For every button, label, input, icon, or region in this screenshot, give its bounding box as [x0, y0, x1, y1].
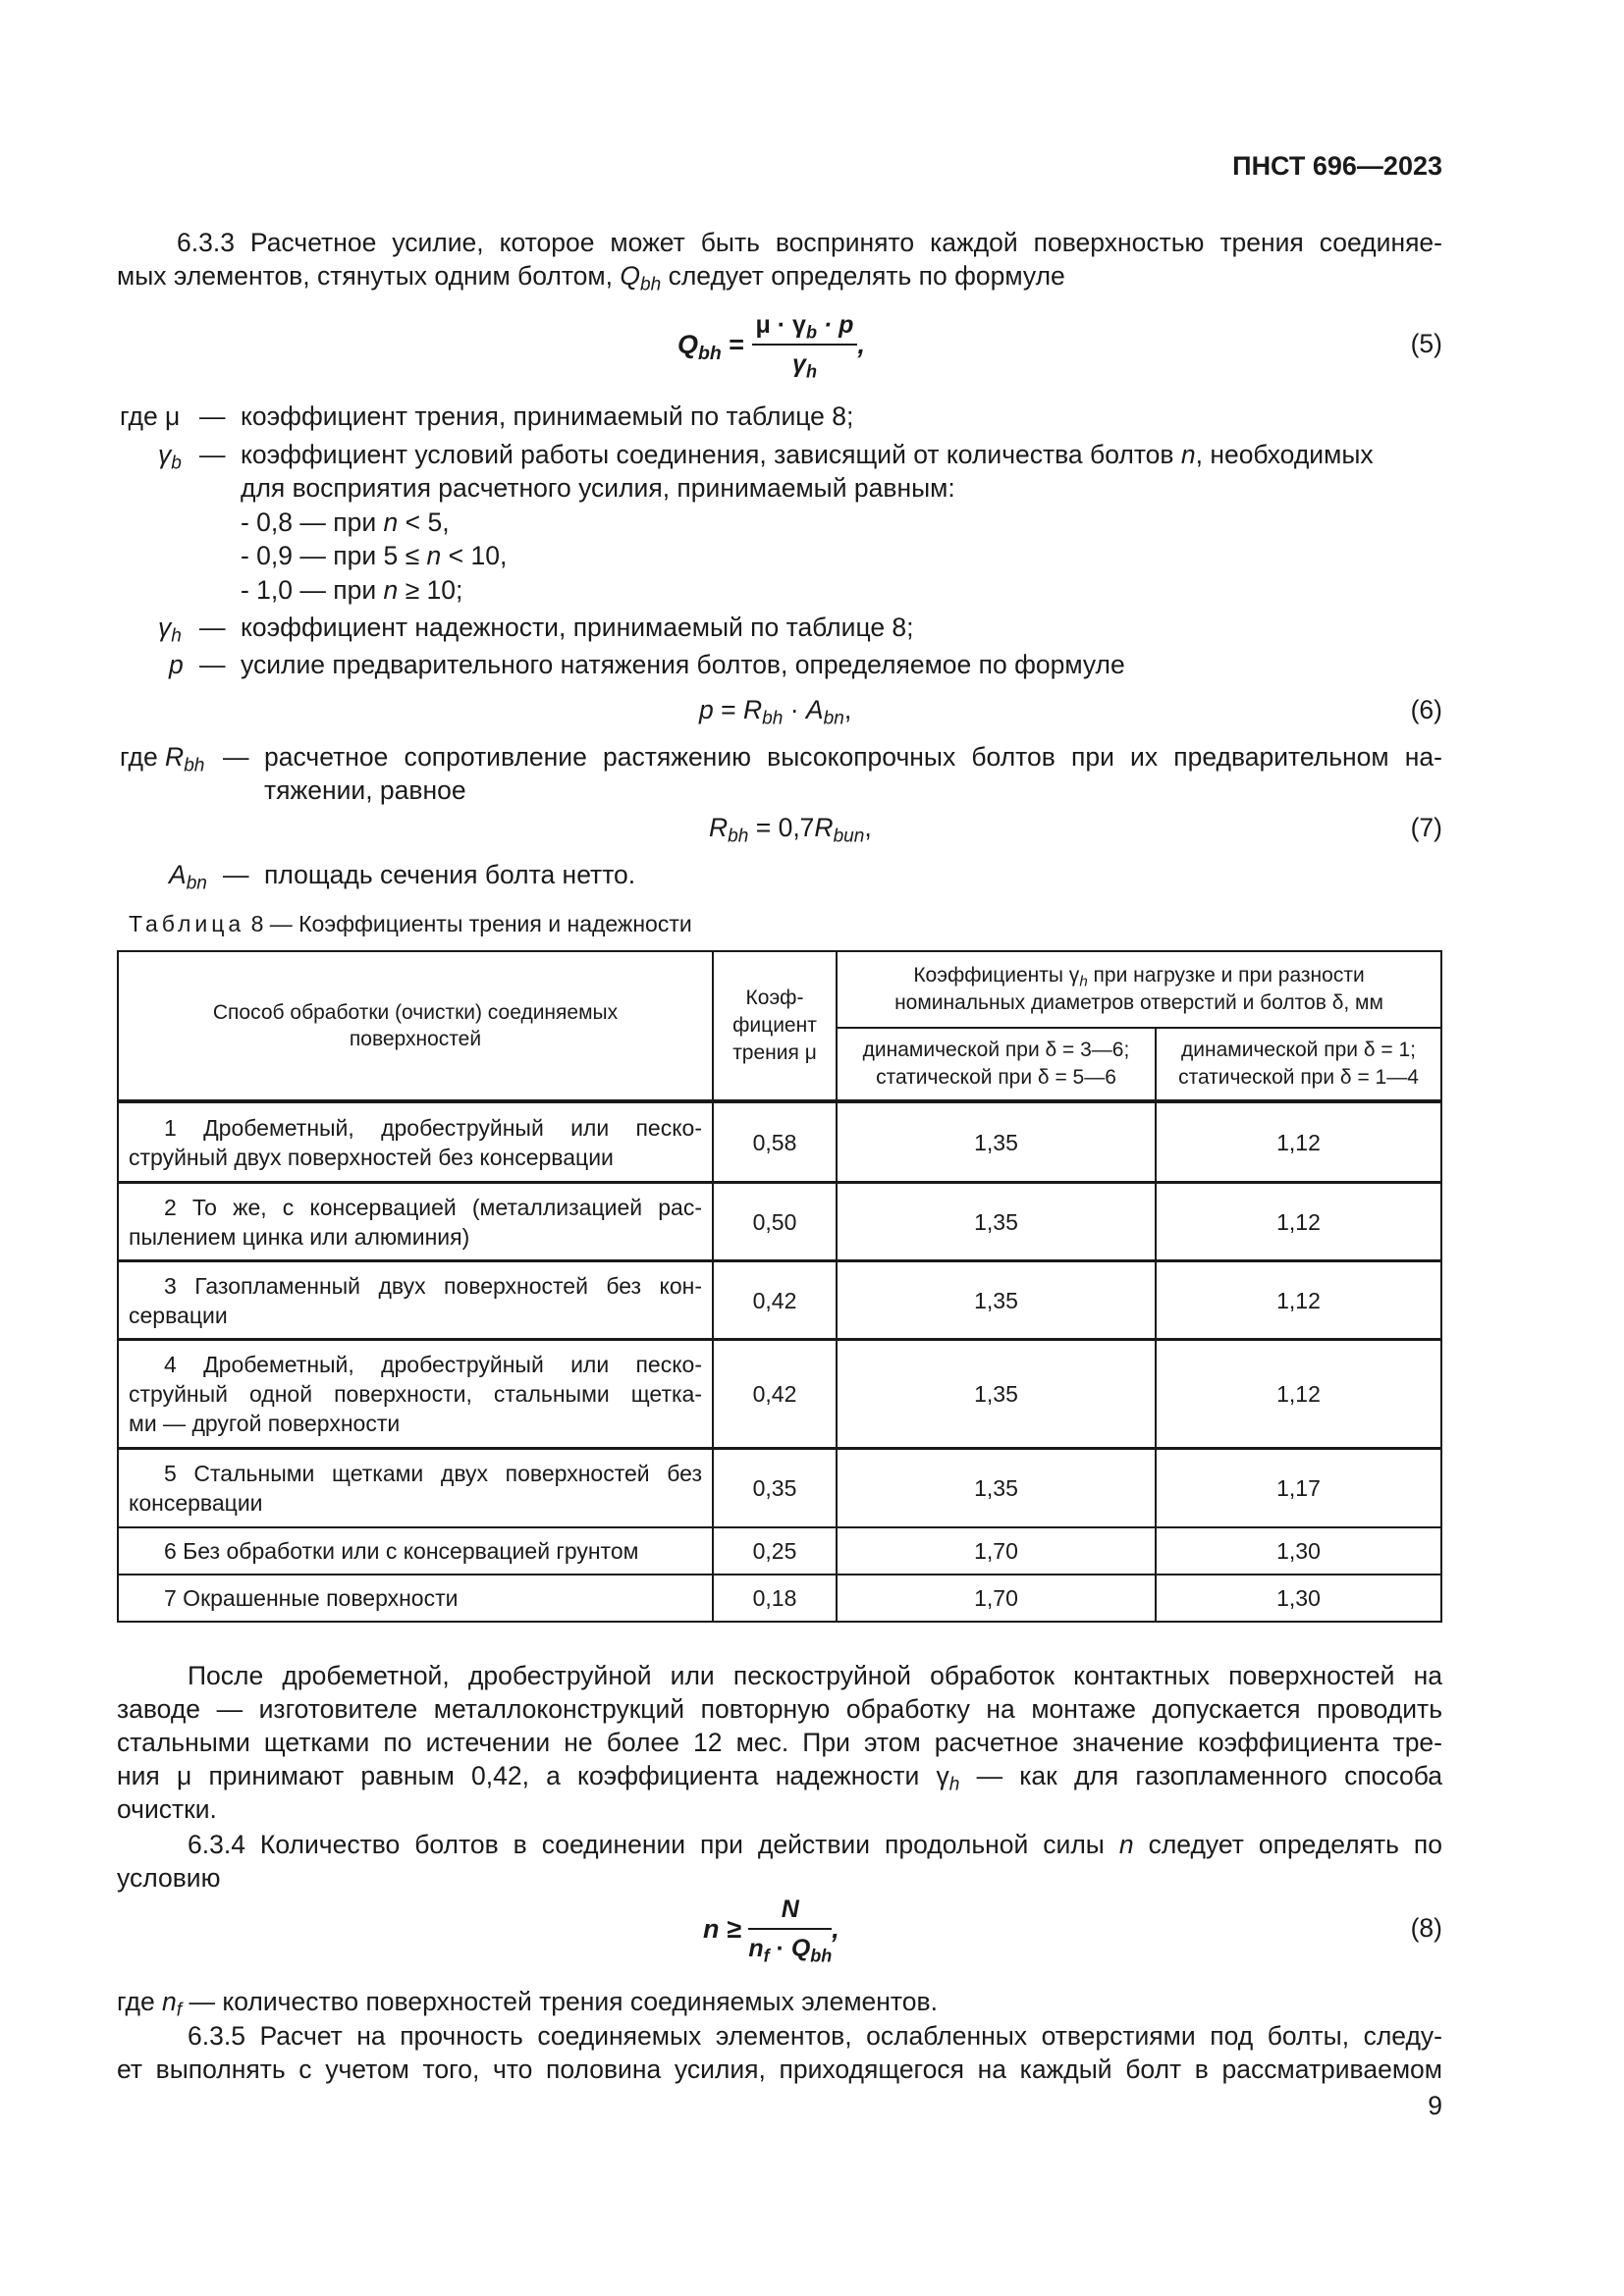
def-gamma-b-symbol: $\gamma_b$ [158, 440, 182, 474]
paragraph-6-3-3-line1: 6.3.3 Расчетное усилие, которое может быть воспринято каждой поверхностью трения соединяе- [177, 228, 1442, 257]
table-row-gamma-1: 1,35 [974, 1475, 1018, 1501]
formula-6-number: (6) [1410, 695, 1442, 724]
dash: — [199, 440, 226, 469]
dash: — [199, 401, 226, 431]
table-row-gamma-1: 1,35 [974, 1287, 1018, 1313]
table-row-method: 2 То же, с консервацией (металлизацией рас- пылением цинка или алюминия) [129, 1194, 702, 1250]
table-row-mu: 0,58 [752, 1129, 797, 1155]
paragraph-after-table-line1: После дробеметной, дробеструйной или пескоструйной обработок контактных поверхностей на [188, 1661, 1442, 1690]
condition-3: - 1,0 — при n ≥ 10; [241, 575, 463, 605]
table-row-method: 3 Газопламенный двух поверхностей без кон- сервации [129, 1272, 702, 1328]
paragraph-after-table-line4: ния μ принимают равным 0,42, а коэффициента надежности $\gamma_h$ — как для газопламенного способа [117, 1761, 1442, 1795]
def-rbh-text-line1: расчетное сопротивление растяжению высокопрочных болтов при их предварительном на- [264, 742, 1442, 772]
table-row-gamma-2: 1,30 [1276, 1538, 1321, 1564]
formula-7: $R_{bh} = 0,7R_{bun}$, [709, 813, 872, 847]
table-row-gamma-1: 1,35 [974, 1381, 1018, 1407]
paragraph-6-3-3-line2: мых элементов, стянутых одним болтом, $Q_{bh}$ следует определять по формуле [117, 261, 1065, 295]
def-gamma-b-text-line2: для восприятия расчетного усилия, принимаемый равным: [241, 473, 955, 503]
dash: — [199, 613, 226, 642]
def-rbh-text-line2: тяжении, равное [264, 775, 466, 805]
table-row-gamma-2: 1,12 [1276, 1208, 1321, 1235]
table-row-method: 1 Дробеметный, дробеструйный или песко- струйный двух поверхностей без консервации [129, 1114, 702, 1170]
table-header-mu: Коэф- фициент трения μ [732, 987, 817, 1064]
def-mu-symbol: где μ [120, 401, 181, 431]
table-row-gamma-1: 1,70 [974, 1585, 1018, 1611]
dash: — [199, 650, 226, 679]
table-row-gamma-1: 1,35 [974, 1208, 1018, 1235]
def-gamma-h-symbol: $\gamma_h$ [158, 613, 182, 647]
def-p-symbol: p [169, 650, 184, 679]
formula-5: $Q_{bh}$ = $\frac{\mu \cdot \gamma_b \cdot p}{\gamma_h}$ , [677, 308, 865, 381]
coefficients-table [117, 950, 1442, 1623]
paragraph-after-table-line5: очистки. [117, 1794, 217, 1824]
formula-6: $p = R_{bh} \cdot A_{bn}$, [699, 695, 852, 729]
paragraph-after-table-line2: заводе — изготовителе металлоконструкций повторную обработку на монтаже допускается проводить [117, 1694, 1442, 1724]
paragraph-after-table-line3: стальными щетками по истечении не более 12 мес. При этом расчетное значение коэффициента тре- [117, 1728, 1442, 1757]
table-header-method: Способ обработки (очистки) соединяемых поверхностей [212, 1001, 619, 1050]
condition-2: - 0,9 — при 5 ≤ n < 10, [241, 541, 508, 570]
dash: — [223, 860, 249, 889]
table-row-method: 4 Дробеметный, дробеструйный или песко- струйный одной поверхности, стальными щетка- ми — другой поверхности [129, 1352, 702, 1436]
table-row-method: 6 Без обработки или с консервацией грунтом [164, 1538, 639, 1564]
def-gamma-b-text-line1: коэффициент условий работы соединения, зависящий от количества болтов n, необходимых [241, 440, 1374, 469]
document-code: ПНСТ 696—2023 [1232, 151, 1442, 181]
def-p-text: усилие предварительного натяжения болтов, определяемое по формуле [241, 650, 1125, 679]
table-header-dynamic-1: динамической при δ = 1; статической при δ = 1—4 [1178, 1039, 1419, 1089]
dash: — [223, 742, 249, 772]
table-row-mu: 0,18 [752, 1585, 797, 1611]
formula-8: n ≥ $\frac{N}{n_f \cdot Q_{bh}}$ , [703, 1893, 839, 1965]
table-row-mu: 0,35 [752, 1475, 797, 1501]
page-number: 9 [1428, 2091, 1442, 2120]
table-row-mu: 0,50 [752, 1208, 797, 1235]
table-row-mu: 0,25 [752, 1538, 797, 1564]
table-header-dynamic-3-6: динамической при δ = 3—6; статической при δ = 5—6 [862, 1039, 1130, 1089]
table-header-gamma: Коэффициенты $\gamma_h$ при нагрузке и при разности номинальных диаметров отверстий и болтов δ, мм [894, 964, 1383, 1014]
def-mu-text: коэффициент трения, принимаемый по таблице 8; [241, 401, 854, 431]
table-row-method: 7 Окрашенные поверхности [164, 1585, 459, 1611]
condition-1: - 0,8 — при n < 5, [241, 507, 450, 537]
table-row-gamma-2: 1,12 [1276, 1381, 1321, 1407]
paragraph-6-3-5-line1: 6.3.5 Расчет на прочность соединяемых элементов, ослабленных отверстиями под болты, следу- [188, 2021, 1442, 2051]
paragraph-6-3-5-line2: ет выполнять с учетом того, что половина усилия, приходящегося на каждый болт в рассматриваемом [117, 2055, 1442, 2084]
formula-7-number: (7) [1410, 813, 1442, 842]
formula-5-number: (5) [1410, 329, 1442, 358]
table-row-gamma-2: 1,17 [1276, 1475, 1321, 1501]
table-row-gamma-2: 1,12 [1276, 1129, 1321, 1155]
table-row-gamma-2: 1,30 [1276, 1585, 1321, 1611]
paragraph-6-3-4-line1: 6.3.4 Количество болтов в соединении при действии продольной силы n следует определять по [188, 1830, 1442, 1859]
table-row-mu: 0,42 [752, 1381, 797, 1407]
def-rbh-symbol: где $R_{bh}$ [120, 742, 205, 776]
table-row-gamma-2: 1,12 [1276, 1287, 1321, 1313]
formula-8-number: (8) [1410, 1913, 1442, 1943]
def-gamma-h-text: коэффициент надежности, принимаемый по таблице 8; [241, 613, 914, 642]
table-row-gamma-1: 1,70 [974, 1538, 1018, 1564]
table-row-method: 5 Стальными щетками двух поверхностей без консервации [129, 1461, 702, 1516]
def-abn-text: площадь сечения болта нетто. [264, 860, 636, 889]
table-row-gamma-1: 1,35 [974, 1129, 1018, 1155]
def-abn-symbol: $A_{bn}$ [169, 860, 207, 894]
def-nf: где $n_f$ — количество поверхностей трения соединяемых элементов. [117, 1987, 938, 2021]
table-row-mu: 0,42 [752, 1287, 797, 1313]
paragraph-6-3-4-line2: условию [117, 1863, 221, 1893]
table-caption: Таблица 8 — Коэффициенты трения и надежности [129, 911, 692, 936]
